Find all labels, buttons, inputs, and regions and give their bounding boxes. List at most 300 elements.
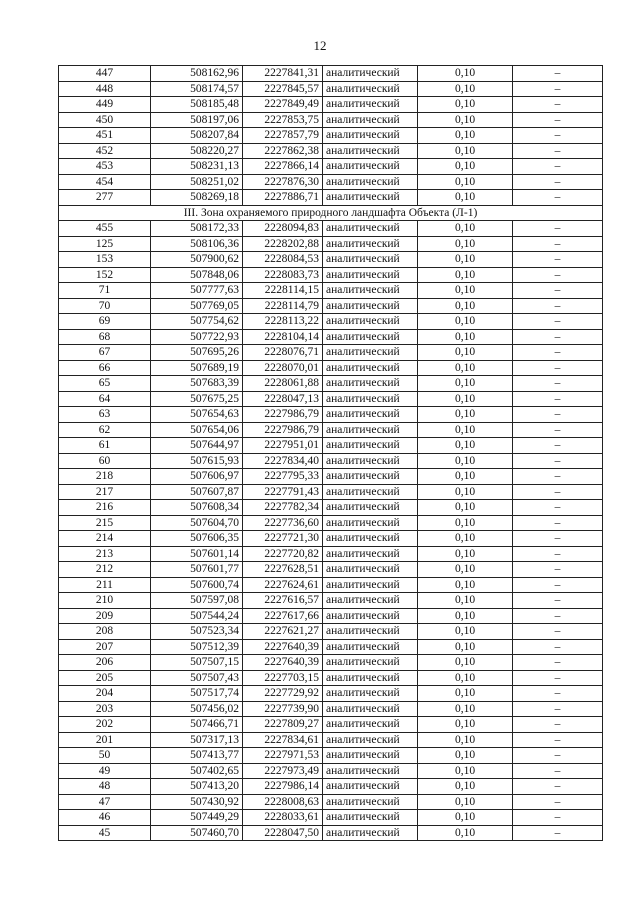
point-number-cell: 218 [59, 469, 151, 485]
y-coordinate-cell: 2228104,14 [243, 329, 323, 345]
precision-cell: 0,10 [418, 128, 513, 144]
point-number-cell: 153 [59, 252, 151, 268]
y-coordinate-cell: 2227866,14 [243, 159, 323, 175]
y-coordinate-cell: 2228094,83 [243, 221, 323, 237]
y-coordinate-cell: 2227853,75 [243, 112, 323, 128]
x-coordinate-cell: 507654,06 [151, 422, 243, 438]
method-cell: аналитический [323, 763, 418, 779]
point-number-cell: 204 [59, 686, 151, 702]
point-number-cell: 60 [59, 453, 151, 469]
precision-cell: 0,10 [418, 562, 513, 578]
method-cell: аналитический [323, 345, 418, 361]
x-coordinate-cell: 507507,15 [151, 655, 243, 671]
precision-cell: 0,10 [418, 717, 513, 733]
precision-cell: 0,10 [418, 701, 513, 717]
x-coordinate-cell: 508197,06 [151, 112, 243, 128]
method-cell: аналитический [323, 810, 418, 826]
description-cell: – [513, 531, 603, 547]
point-number-cell: 212 [59, 562, 151, 578]
description-cell: – [513, 314, 603, 330]
precision-cell: 0,10 [418, 763, 513, 779]
method-cell: аналитический [323, 438, 418, 454]
table-row [59, 221, 603, 237]
x-coordinate-cell: 507413,77 [151, 748, 243, 764]
x-coordinate-cell: 507597,08 [151, 593, 243, 609]
description-cell: – [513, 174, 603, 190]
precision-cell: 0,10 [418, 593, 513, 609]
table-row [59, 531, 603, 547]
description-cell: – [513, 686, 603, 702]
table-row [59, 515, 603, 531]
method-cell: аналитический [323, 221, 418, 237]
method-cell: аналитический [323, 360, 418, 376]
method-cell: аналитический [323, 391, 418, 407]
point-number-cell: 451 [59, 128, 151, 144]
table-row [59, 81, 603, 97]
table-row [59, 453, 603, 469]
description-cell: – [513, 577, 603, 593]
precision-cell: 0,10 [418, 97, 513, 113]
precision-cell: 0,10 [418, 376, 513, 392]
x-coordinate-cell: 507689,19 [151, 360, 243, 376]
precision-cell: 0,10 [418, 515, 513, 531]
method-cell: аналитический [323, 608, 418, 624]
x-coordinate-cell: 507695,26 [151, 345, 243, 361]
x-coordinate-cell: 507544,24 [151, 608, 243, 624]
y-coordinate-cell: 2227845,57 [243, 81, 323, 97]
description-cell: – [513, 407, 603, 423]
x-coordinate-cell: 508185,48 [151, 97, 243, 113]
x-coordinate-cell: 507317,13 [151, 732, 243, 748]
precision-cell: 0,10 [418, 794, 513, 810]
point-number-cell: 211 [59, 577, 151, 593]
description-cell: – [513, 143, 603, 159]
description-cell: – [513, 283, 603, 299]
point-number-cell: 205 [59, 670, 151, 686]
x-coordinate-cell: 507722,93 [151, 329, 243, 345]
x-coordinate-cell: 507848,06 [151, 267, 243, 283]
table-row [59, 484, 603, 500]
description-cell: – [513, 345, 603, 361]
table-row [59, 391, 603, 407]
y-coordinate-cell: 2227782,34 [243, 500, 323, 516]
x-coordinate-cell: 507456,02 [151, 701, 243, 717]
y-coordinate-cell: 2227809,27 [243, 717, 323, 733]
table-row [59, 624, 603, 640]
table-row [59, 763, 603, 779]
method-cell: аналитический [323, 174, 418, 190]
precision-cell: 0,10 [418, 639, 513, 655]
precision-cell: 0,10 [418, 438, 513, 454]
table-row [59, 97, 603, 113]
method-cell: аналитический [323, 159, 418, 175]
precision-cell: 0,10 [418, 500, 513, 516]
table-row [59, 608, 603, 624]
table-row [59, 174, 603, 190]
x-coordinate-cell: 508231,13 [151, 159, 243, 175]
y-coordinate-cell: 2227973,49 [243, 763, 323, 779]
y-coordinate-cell: 2227971,53 [243, 748, 323, 764]
method-cell: аналитический [323, 624, 418, 640]
x-coordinate-cell: 507523,34 [151, 624, 243, 640]
precision-cell: 0,10 [418, 81, 513, 97]
method-cell: аналитический [323, 407, 418, 423]
description-cell: – [513, 639, 603, 655]
y-coordinate-cell: 2227834,61 [243, 732, 323, 748]
y-coordinate-cell: 2228033,61 [243, 810, 323, 826]
y-coordinate-cell: 2227791,43 [243, 484, 323, 500]
point-number-cell: 125 [59, 236, 151, 252]
section-title: III. Зона охраняемого природного ландшафта Объекта (Л-1) [59, 205, 603, 221]
table-group-2 [59, 221, 603, 841]
description-cell: – [513, 360, 603, 376]
precision-cell: 0,10 [418, 236, 513, 252]
x-coordinate-cell: 508172,33 [151, 221, 243, 237]
x-coordinate-cell: 507601,77 [151, 562, 243, 578]
description-cell: – [513, 236, 603, 252]
x-coordinate-cell: 508174,57 [151, 81, 243, 97]
table-row [59, 314, 603, 330]
x-coordinate-cell: 508162,96 [151, 66, 243, 82]
method-cell: аналитический [323, 515, 418, 531]
x-coordinate-cell: 508251,02 [151, 174, 243, 190]
x-coordinate-cell: 507606,97 [151, 469, 243, 485]
table-row [59, 593, 603, 609]
x-coordinate-cell: 507402,65 [151, 763, 243, 779]
precision-cell: 0,10 [418, 655, 513, 671]
method-cell: аналитический [323, 236, 418, 252]
method-cell: аналитический [323, 717, 418, 733]
x-coordinate-cell: 507754,62 [151, 314, 243, 330]
point-number-cell: 49 [59, 763, 151, 779]
y-coordinate-cell: 2227834,40 [243, 453, 323, 469]
table-row [59, 422, 603, 438]
method-cell: аналитический [323, 376, 418, 392]
table-row [59, 267, 603, 283]
table-row [59, 500, 603, 516]
point-number-cell: 217 [59, 484, 151, 500]
method-cell: аналитический [323, 453, 418, 469]
x-coordinate-cell: 507607,87 [151, 484, 243, 500]
method-cell: аналитический [323, 655, 418, 671]
precision-cell: 0,10 [418, 748, 513, 764]
method-cell: аналитический [323, 701, 418, 717]
table-row [59, 655, 603, 671]
page-number: 12 [313, 38, 327, 53]
y-coordinate-cell: 2227849,49 [243, 97, 323, 113]
method-cell: аналитический [323, 500, 418, 516]
method-cell: аналитический [323, 190, 418, 206]
table-row [59, 190, 603, 206]
description-cell: – [513, 298, 603, 314]
method-cell: аналитический [323, 298, 418, 314]
table-row [59, 748, 603, 764]
method-cell: аналитический [323, 283, 418, 299]
x-coordinate-cell: 507615,93 [151, 453, 243, 469]
coordinates-table [58, 65, 603, 841]
table-group-1 [59, 66, 603, 206]
y-coordinate-cell: 2228114,79 [243, 298, 323, 314]
y-coordinate-cell: 2227736,60 [243, 515, 323, 531]
x-coordinate-cell: 507507,43 [151, 670, 243, 686]
y-coordinate-cell: 2227886,71 [243, 190, 323, 206]
precision-cell: 0,10 [418, 422, 513, 438]
y-coordinate-cell: 2227857,79 [243, 128, 323, 144]
description-cell: – [513, 329, 603, 345]
x-coordinate-cell: 507430,92 [151, 794, 243, 810]
description-cell: – [513, 252, 603, 268]
description-cell: – [513, 128, 603, 144]
table-row [59, 779, 603, 795]
point-number-cell: 277 [59, 190, 151, 206]
x-coordinate-cell: 507900,62 [151, 252, 243, 268]
y-coordinate-cell: 2228083,73 [243, 267, 323, 283]
method-cell: аналитический [323, 748, 418, 764]
point-number-cell: 216 [59, 500, 151, 516]
precision-cell: 0,10 [418, 810, 513, 826]
x-coordinate-cell: 508269,18 [151, 190, 243, 206]
point-number-cell: 452 [59, 143, 151, 159]
point-number-cell: 63 [59, 407, 151, 423]
precision-cell: 0,10 [418, 391, 513, 407]
description-cell: – [513, 376, 603, 392]
description-cell: – [513, 624, 603, 640]
point-number-cell: 450 [59, 112, 151, 128]
point-number-cell: 50 [59, 748, 151, 764]
method-cell: аналитический [323, 562, 418, 578]
point-number-cell: 215 [59, 515, 151, 531]
description-cell: – [513, 748, 603, 764]
precision-cell: 0,10 [418, 531, 513, 547]
description-cell: – [513, 810, 603, 826]
point-number-cell: 66 [59, 360, 151, 376]
y-coordinate-cell: 2227703,15 [243, 670, 323, 686]
table-row [59, 469, 603, 485]
y-coordinate-cell: 2227624,61 [243, 577, 323, 593]
precision-cell: 0,10 [418, 190, 513, 206]
table-row [59, 701, 603, 717]
description-cell: – [513, 500, 603, 516]
method-cell: аналитический [323, 531, 418, 547]
description-cell: – [513, 562, 603, 578]
table-row [59, 825, 603, 841]
method-cell: аналитический [323, 143, 418, 159]
description-cell: – [513, 670, 603, 686]
point-number-cell: 453 [59, 159, 151, 175]
x-coordinate-cell: 507683,39 [151, 376, 243, 392]
precision-cell: 0,10 [418, 66, 513, 82]
precision-cell: 0,10 [418, 686, 513, 702]
y-coordinate-cell: 2228008,63 [243, 794, 323, 810]
table-row [59, 794, 603, 810]
y-coordinate-cell: 2227862,38 [243, 143, 323, 159]
y-coordinate-cell: 2227986,79 [243, 407, 323, 423]
table-row [59, 732, 603, 748]
description-cell: – [513, 717, 603, 733]
table-row [59, 66, 603, 82]
y-coordinate-cell: 2227876,30 [243, 174, 323, 190]
y-coordinate-cell: 2227621,27 [243, 624, 323, 640]
table-row [59, 407, 603, 423]
y-coordinate-cell: 2227640,39 [243, 655, 323, 671]
description-cell: – [513, 546, 603, 562]
precision-cell: 0,10 [418, 825, 513, 841]
point-number-cell: 65 [59, 376, 151, 392]
point-number-cell: 207 [59, 639, 151, 655]
point-number-cell: 208 [59, 624, 151, 640]
point-number-cell: 46 [59, 810, 151, 826]
precision-cell: 0,10 [418, 112, 513, 128]
x-coordinate-cell: 507512,39 [151, 639, 243, 655]
x-coordinate-cell: 507600,74 [151, 577, 243, 593]
point-number-cell: 210 [59, 593, 151, 609]
method-cell: аналитический [323, 732, 418, 748]
precision-cell: 0,10 [418, 298, 513, 314]
x-coordinate-cell: 508207,84 [151, 128, 243, 144]
precision-cell: 0,10 [418, 283, 513, 299]
table-section-header [59, 205, 603, 221]
table-row [59, 686, 603, 702]
y-coordinate-cell: 2227841,31 [243, 66, 323, 82]
y-coordinate-cell: 2228070,01 [243, 360, 323, 376]
description-cell: – [513, 391, 603, 407]
precision-cell: 0,10 [418, 469, 513, 485]
table-row [59, 360, 603, 376]
point-number-cell: 206 [59, 655, 151, 671]
table-row [59, 112, 603, 128]
description-cell: – [513, 469, 603, 485]
table-row [59, 159, 603, 175]
table-row [59, 438, 603, 454]
y-coordinate-cell: 2228084,53 [243, 252, 323, 268]
method-cell: аналитический [323, 593, 418, 609]
description-cell: – [513, 112, 603, 128]
method-cell: аналитический [323, 112, 418, 128]
method-cell: аналитический [323, 81, 418, 97]
precision-cell: 0,10 [418, 484, 513, 500]
description-cell: – [513, 159, 603, 175]
point-number-cell: 61 [59, 438, 151, 454]
table-row [59, 252, 603, 268]
x-coordinate-cell: 507466,71 [151, 717, 243, 733]
x-coordinate-cell: 507413,20 [151, 779, 243, 795]
method-cell: аналитический [323, 825, 418, 841]
x-coordinate-cell: 507601,14 [151, 546, 243, 562]
description-cell: – [513, 779, 603, 795]
y-coordinate-cell: 2228047,50 [243, 825, 323, 841]
precision-cell: 0,10 [418, 624, 513, 640]
y-coordinate-cell: 2227986,14 [243, 779, 323, 795]
x-coordinate-cell: 507608,34 [151, 500, 243, 516]
description-cell: – [513, 825, 603, 841]
point-number-cell: 64 [59, 391, 151, 407]
x-coordinate-cell: 507769,05 [151, 298, 243, 314]
y-coordinate-cell: 2227640,39 [243, 639, 323, 655]
method-cell: аналитический [323, 639, 418, 655]
table-row [59, 128, 603, 144]
point-number-cell: 47 [59, 794, 151, 810]
x-coordinate-cell: 507644,97 [151, 438, 243, 454]
y-coordinate-cell: 2228061,88 [243, 376, 323, 392]
method-cell: аналитический [323, 267, 418, 283]
point-number-cell: 447 [59, 66, 151, 82]
description-cell: – [513, 593, 603, 609]
description-cell: – [513, 655, 603, 671]
point-number-cell: 454 [59, 174, 151, 190]
method-cell: аналитический [323, 670, 418, 686]
table-row [59, 236, 603, 252]
precision-cell: 0,10 [418, 329, 513, 345]
description-cell: – [513, 794, 603, 810]
x-coordinate-cell: 507675,25 [151, 391, 243, 407]
table-row [59, 546, 603, 562]
x-coordinate-cell: 507460,70 [151, 825, 243, 841]
method-cell: аналитический [323, 686, 418, 702]
precision-cell: 0,10 [418, 453, 513, 469]
precision-cell: 0,10 [418, 577, 513, 593]
description-cell: – [513, 190, 603, 206]
x-coordinate-cell: 507606,35 [151, 531, 243, 547]
method-cell: аналитический [323, 329, 418, 345]
table-row [59, 670, 603, 686]
method-cell: аналитический [323, 66, 418, 82]
precision-cell: 0,10 [418, 670, 513, 686]
method-cell: аналитический [323, 314, 418, 330]
table-row [59, 143, 603, 159]
precision-cell: 0,10 [418, 732, 513, 748]
description-cell: – [513, 608, 603, 624]
y-coordinate-cell: 2228114,15 [243, 283, 323, 299]
y-coordinate-cell: 2227720,82 [243, 546, 323, 562]
method-cell: аналитический [323, 422, 418, 438]
x-coordinate-cell: 507517,74 [151, 686, 243, 702]
description-cell: – [513, 66, 603, 82]
method-cell: аналитический [323, 469, 418, 485]
x-coordinate-cell: 507777,63 [151, 283, 243, 299]
description-cell: – [513, 763, 603, 779]
description-cell: – [513, 267, 603, 283]
precision-cell: 0,10 [418, 159, 513, 175]
y-coordinate-cell: 2228202,88 [243, 236, 323, 252]
y-coordinate-cell: 2227721,30 [243, 531, 323, 547]
precision-cell: 0,10 [418, 143, 513, 159]
x-coordinate-cell: 507654,63 [151, 407, 243, 423]
y-coordinate-cell: 2227729,92 [243, 686, 323, 702]
precision-cell: 0,10 [418, 608, 513, 624]
point-number-cell: 214 [59, 531, 151, 547]
method-cell: аналитический [323, 252, 418, 268]
table-row [59, 283, 603, 299]
y-coordinate-cell: 2227986,79 [243, 422, 323, 438]
precision-cell: 0,10 [418, 407, 513, 423]
y-coordinate-cell: 2227951,01 [243, 438, 323, 454]
table-row [59, 577, 603, 593]
point-number-cell: 202 [59, 717, 151, 733]
table-row [59, 376, 603, 392]
table-row [59, 298, 603, 314]
method-cell: аналитический [323, 97, 418, 113]
table-row [59, 329, 603, 345]
method-cell: аналитический [323, 128, 418, 144]
description-cell: – [513, 515, 603, 531]
description-cell: – [513, 484, 603, 500]
y-coordinate-cell: 2227795,33 [243, 469, 323, 485]
method-cell: аналитический [323, 779, 418, 795]
point-number-cell: 448 [59, 81, 151, 97]
precision-cell: 0,10 [418, 360, 513, 376]
point-number-cell: 71 [59, 283, 151, 299]
method-cell: аналитический [323, 794, 418, 810]
